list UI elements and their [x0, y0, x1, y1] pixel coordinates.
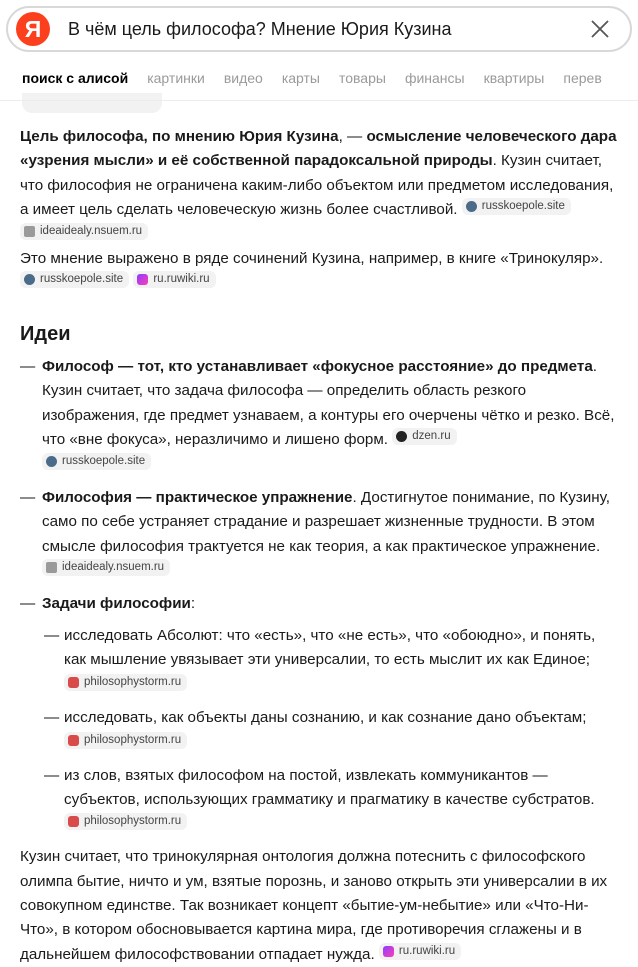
- answer-paragraph: [20, 845, 618, 967]
- list-dash: —: [44, 626, 60, 644]
- tab-maps[interactable]: карты: [281, 70, 320, 86]
- clear-search-button[interactable]: [588, 17, 612, 41]
- item-text: . Достигнутое понимание, по Кузину, само по себе устраняет страдание и разрешает жизненные трудности. В этом смысле философия трактуется не как теория, а как практическое упражнение.: [42, 488, 610, 555]
- university-icon: [46, 562, 57, 573]
- ruwiki-icon: [137, 274, 148, 285]
- answer-text: . Кузин считает, что философия не ограничена каким-либо объектом или предметом исследования, а имеет цель сделать человеческую жизнь более счастливой.: [20, 152, 614, 219]
- tab-finance[interactable]: финансы: [404, 70, 465, 86]
- sub-list-item: [20, 706, 618, 756]
- search-input[interactable]: В чём цель философа? Мнение Юрия Кузина: [68, 19, 452, 39]
- ruwiki-icon: [383, 946, 394, 957]
- tabs-divider: [0, 100, 638, 101]
- source-chip[interactable]: [379, 943, 461, 960]
- source-chip[interactable]: [462, 198, 571, 215]
- tab-products[interactable]: товары: [338, 70, 386, 86]
- item-text: . Кузин считает, что задача философа — определить область резкого изображения, где предмет узнаваем, а контуры его очерчены чётко и резко. Всё, что «вне фокуса», неразличимо и лишено форм.: [42, 357, 615, 449]
- source-label: ideaidealy.nsuem.ru: [62, 561, 165, 574]
- source-label: russkoepole.site: [62, 455, 146, 468]
- wordpress-icon: [24, 274, 35, 285]
- source-chip[interactable]: [64, 732, 187, 749]
- item-title: Философ — тот, кто устанавливает «фокусное расстояние» до предмета: [42, 357, 593, 375]
- list-item: [20, 486, 618, 584]
- yandex-logo[interactable]: Я: [16, 12, 50, 46]
- source-chip[interactable]: [133, 271, 215, 288]
- source-label: ideaidealy.nsuem.ru: [40, 224, 143, 237]
- list-dash: —: [20, 594, 36, 612]
- search-tabs: [22, 70, 621, 92]
- answer-text: , —: [338, 128, 367, 145]
- list-item: [20, 592, 618, 616]
- source-chip[interactable]: [42, 559, 170, 576]
- philosophystorm-icon: [68, 816, 79, 827]
- item-text: исследовать Абсолют: что «есть», что «не есть», что «обоюдно», и понять, как мышление увязывает эти универсалии, то есть мыслит их как Единое;: [64, 626, 596, 669]
- alice-answer: [20, 125, 618, 967]
- item-text: исследовать, как объекты даны сознанию, и как сознание дано объектам;: [64, 709, 587, 727]
- source-chip[interactable]: [20, 223, 148, 240]
- item-text: из слов, взятых философом на постой, извлекать коммуникантов — субъектов, использующих грамматику и прагматику в качестве субстратов.: [64, 766, 595, 809]
- source-chip[interactable]: [42, 453, 151, 470]
- list-dash: —: [20, 357, 36, 375]
- close-icon: [588, 17, 612, 41]
- philosophystorm-icon: [68, 735, 79, 746]
- list-dash: —: [20, 488, 36, 506]
- source-label: russkoepole.site: [40, 273, 124, 286]
- source-chip[interactable]: [64, 813, 187, 830]
- dzen-icon: [396, 431, 407, 442]
- list-dash: —: [44, 766, 60, 784]
- tab-translate[interactable]: перев: [563, 70, 602, 86]
- sub-list-item: [20, 764, 618, 837]
- answer-bold: Цель философа, по мнению Юрия Кузина: [20, 128, 339, 145]
- list-dash: —: [44, 709, 60, 727]
- source-label: dzen.ru: [412, 430, 451, 443]
- scrolled-chip: [22, 93, 162, 113]
- source-label: philosophystorm.ru: [84, 675, 182, 688]
- source-chip[interactable]: [20, 271, 129, 288]
- source-label: russkoepole.site: [481, 200, 565, 213]
- answer-bold: осмысление человеческого дара «узрения мысли» и её собственной парадоксальной природы: [20, 128, 617, 170]
- item-text: :: [190, 594, 196, 612]
- item-title: Задачи философии: [42, 594, 191, 612]
- tab-apartments[interactable]: квартиры: [483, 70, 545, 86]
- source-chip[interactable]: [392, 428, 456, 445]
- source-label: ru.ruwiki.ru: [153, 273, 210, 286]
- source-chip[interactable]: [64, 674, 187, 691]
- wordpress-icon: [466, 201, 477, 212]
- sub-list-item: [20, 624, 618, 698]
- answer-text: Кузин считает, что тринокулярная онтология должна потеснить с философского олимпа бытие, ничто и ум, взятые порознь, и заново открыть эти универсалии в их совокупном единстве. Так возникает концепт «бытие-ум-небытие» или «Что-Ни-Что», в котором обосновывается картина мира, где противоречия сглажены и в дальнейшем философствовании отпадает нужда.: [20, 848, 608, 963]
- source-label: philosophystorm.ru: [84, 814, 182, 827]
- tab-alice-search[interactable]: поиск с алисой: [22, 70, 129, 86]
- philosophystorm-icon: [68, 677, 79, 688]
- source-label: philosophystorm.ru: [84, 733, 182, 746]
- tab-video[interactable]: видео: [223, 70, 263, 86]
- tab-images[interactable]: картинки: [147, 70, 205, 86]
- university-icon: [24, 226, 35, 237]
- source-label: ru.ruwiki.ru: [398, 944, 456, 957]
- search-bar[interactable]: [6, 6, 632, 52]
- answer-text: Это мнение выражено в ряде сочинений Кузина, например, в книге «Тринокуляр».: [20, 250, 604, 268]
- wordpress-icon: [46, 456, 57, 467]
- item-title: Философия — практическое упражнение: [42, 488, 353, 506]
- section-heading: Идеи: [20, 322, 71, 345]
- answer-paragraph: [20, 247, 618, 296]
- list-item: [20, 355, 618, 478]
- answer-paragraph: [20, 125, 618, 247]
